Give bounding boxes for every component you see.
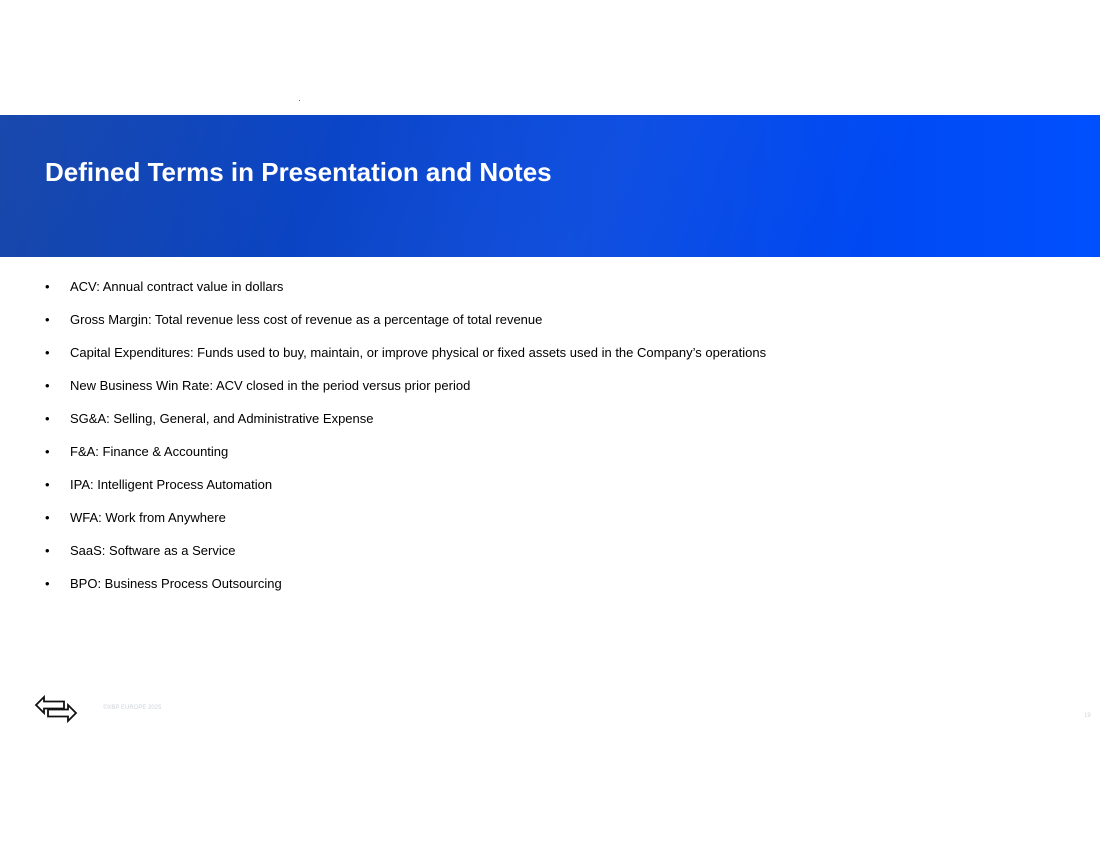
term-text: ACV: Annual contract value in dollars	[70, 279, 284, 294]
list-item	[45, 276, 766, 309]
term-text: Capital Expenditures: Funds used to buy, maintain, or improve physical or fixed assets used in the Company’s operations	[70, 345, 767, 360]
list-item	[45, 309, 766, 342]
term-text: WFA: Work from Anywhere	[70, 510, 226, 525]
list-item	[45, 474, 766, 507]
term-text: SG&A: Selling, General, and Administrative Expense	[70, 411, 374, 426]
bullet-icon: •	[45, 279, 50, 294]
list-item	[45, 573, 766, 606]
copyright-notice: ©XBP EUROPE 2025	[103, 705, 162, 711]
term-text: BPO: Business Process Outsourcing	[70, 576, 282, 591]
list-item	[45, 342, 766, 375]
term-text: SaaS: Software as a Service	[70, 543, 236, 558]
title-banner	[0, 115, 1100, 257]
exchange-arrows-icon	[34, 693, 78, 725]
term-text: New Business Win Rate: ACV closed in the period versus prior period	[70, 378, 471, 393]
defined-terms-list	[45, 276, 766, 606]
list-item	[45, 375, 766, 408]
term-text: IPA: Intelligent Process Automation	[70, 477, 273, 492]
bullet-icon: •	[45, 411, 50, 426]
term-text: Gross Margin: Total revenue less cost of revenue as a percentage of total revenue	[70, 312, 543, 327]
decorative-dot	[299, 100, 300, 101]
list-item	[45, 408, 766, 441]
list-item	[45, 441, 766, 474]
term-text: F&A: Finance & Accounting	[70, 444, 229, 459]
bullet-icon: •	[45, 312, 50, 327]
page-number: 19	[1084, 713, 1091, 719]
bullet-icon: •	[45, 477, 50, 492]
list-item	[45, 507, 766, 540]
bullet-icon: •	[45, 576, 50, 591]
bullet-icon: •	[45, 510, 50, 525]
bullet-icon: •	[45, 345, 50, 360]
bullet-icon: •	[45, 378, 50, 393]
bullet-icon: •	[45, 444, 50, 459]
slide-title: Defined Terms in Presentation and Notes	[45, 157, 552, 187]
bullet-icon: •	[45, 543, 50, 558]
list-item	[45, 540, 766, 573]
